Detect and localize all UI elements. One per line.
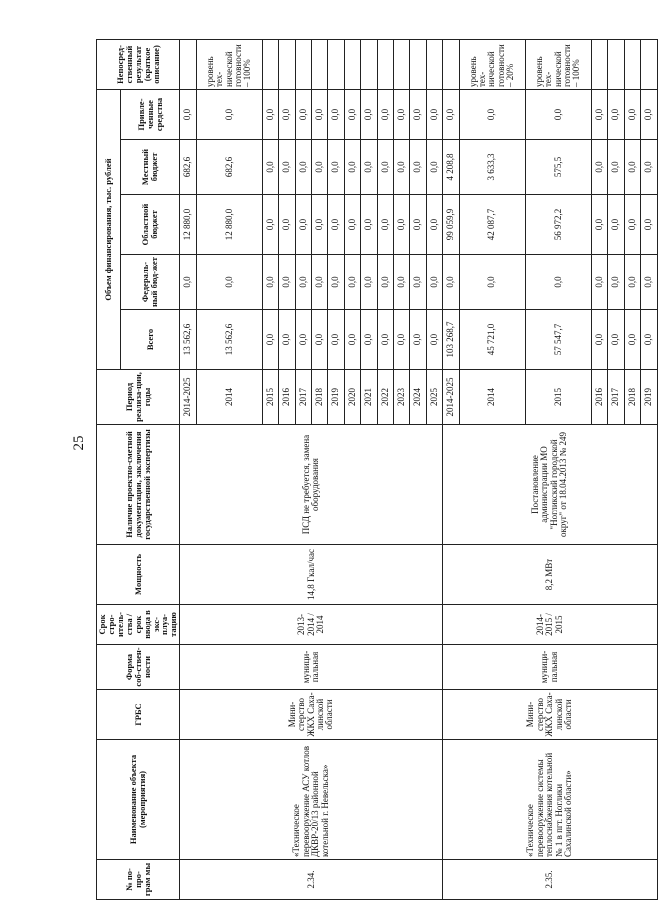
cell-period: 2023 (393, 370, 409, 425)
header-federal: Федераль-ный бюд-жет (120, 255, 179, 310)
page-number: 25 (71, 435, 87, 451)
cell-attracted: 0,0 (641, 90, 658, 140)
cell-local: 575,5 (525, 140, 591, 195)
table-row (443, 40, 459, 900)
cell-result: уровень тех-нической готовности – 100% (525, 40, 591, 90)
project-capacity: 8,2 МВт (443, 545, 657, 605)
project-ownership: муници-пальная (443, 645, 657, 690)
cell-regional: 0,0 (328, 195, 344, 255)
cell-period: 2014-2025 (180, 370, 196, 425)
cell-attracted: 0,0 (295, 90, 311, 140)
cell-attracted: 0,0 (344, 90, 360, 140)
cell-regional: 0,0 (608, 195, 624, 255)
cell-federal: 0,0 (344, 255, 360, 310)
cell-attracted: 0,0 (608, 90, 624, 140)
cell-total: 0,0 (344, 310, 360, 370)
cell-result: уровень тех-нической готовности – 20% (459, 40, 525, 90)
cell-period: 2024 (410, 370, 426, 425)
cell-result (312, 40, 328, 90)
cell-regional: 0,0 (393, 195, 409, 255)
cell-regional: 0,0 (361, 195, 377, 255)
header-local: Местный бюджет (120, 140, 179, 195)
project-grbs: Мини-стерство ЖКХ Саха-линской области (443, 690, 657, 740)
cell-attracted: 0,0 (377, 90, 393, 140)
cell-result (377, 40, 393, 90)
header-attracted: Привле-ченные средства (120, 90, 179, 140)
cell-result: уровень тех-нической готовности – 100% (196, 40, 262, 90)
cell-regional: 0,0 (410, 195, 426, 255)
cell-local: 0,0 (295, 140, 311, 195)
cell-regional: 0,0 (312, 195, 328, 255)
cell-period: 2014 (459, 370, 525, 425)
header-ownership: Форма соб-ствен-ности (97, 645, 180, 690)
cell-federal: 0,0 (608, 255, 624, 310)
cell-attracted: 0,0 (410, 90, 426, 140)
cell-result (624, 40, 640, 90)
cell-attracted: 0,0 (196, 90, 262, 140)
cell-federal: 0,0 (525, 255, 591, 310)
cell-regional: 12 880,0 (196, 195, 262, 255)
cell-total: 0,0 (328, 310, 344, 370)
cell-attracted: 0,0 (426, 90, 442, 140)
cell-regional: 0,0 (426, 195, 442, 255)
cell-regional: 0,0 (624, 195, 640, 255)
cell-attracted: 0,0 (443, 90, 459, 140)
header-total: Всего (120, 310, 179, 370)
cell-federal: 0,0 (410, 255, 426, 310)
cell-attracted: 0,0 (328, 90, 344, 140)
project-docs: Постановление администрации МО "Ногликский городской округ" от 18.04.2013 № 249 (443, 425, 657, 545)
header-term: Срок стро-итель-ства / срок ввода в экс-плуа-тацию (97, 605, 180, 645)
cell-local: 0,0 (312, 140, 328, 195)
cell-regional: 0,0 (377, 195, 393, 255)
header-name: Наименование объекта (мероприятия) (97, 740, 180, 860)
cell-result (393, 40, 409, 90)
cell-result (328, 40, 344, 90)
project-name: «Техническое перевооружение АСУ котлов ДКВР-20/13 районной котельной г. Невельска» (180, 740, 443, 860)
cell-federal: 0,0 (641, 255, 658, 310)
cell-period: 2025 (426, 370, 442, 425)
cell-result (608, 40, 624, 90)
cell-regional: 12 880,0 (180, 195, 196, 255)
cell-total: 103 268,7 (443, 310, 459, 370)
cell-result (180, 40, 196, 90)
cell-attracted: 0,0 (459, 90, 525, 140)
cell-attracted: 0,0 (393, 90, 409, 140)
cell-result (295, 40, 311, 90)
cell-attracted: 0,0 (525, 90, 591, 140)
funding-table (96, 39, 658, 900)
cell-federal: 0,0 (443, 255, 459, 310)
cell-attracted: 0,0 (262, 90, 278, 140)
cell-local: 0,0 (410, 140, 426, 195)
cell-period: 2016 (279, 370, 295, 425)
table-row (180, 40, 196, 900)
project-ownership: муници-пальная (180, 645, 443, 690)
cell-total: 0,0 (426, 310, 442, 370)
cell-federal: 0,0 (377, 255, 393, 310)
cell-regional: 56 972,2 (525, 195, 591, 255)
cell-period: 2018 (312, 370, 328, 425)
cell-total: 0,0 (624, 310, 640, 370)
cell-local: 0,0 (361, 140, 377, 195)
header-capacity: Мощность (97, 545, 180, 605)
cell-attracted: 0,0 (624, 90, 640, 140)
cell-period: 2014-2025 (443, 370, 459, 425)
cell-total: 13 562,6 (196, 310, 262, 370)
cell-regional: 0,0 (262, 195, 278, 255)
header-regional: Областной бюджет (120, 195, 179, 255)
cell-period: 2016 (591, 370, 607, 425)
cell-result (279, 40, 295, 90)
cell-period: 2022 (377, 370, 393, 425)
cell-local: 0,0 (344, 140, 360, 195)
cell-attracted: 0,0 (312, 90, 328, 140)
cell-attracted: 0,0 (180, 90, 196, 140)
cell-local: 0,0 (262, 140, 278, 195)
cell-period: 2017 (295, 370, 311, 425)
cell-result (344, 40, 360, 90)
cell-total: 45 721,0 (459, 310, 525, 370)
cell-period: 2015 (525, 370, 591, 425)
cell-period: 2020 (344, 370, 360, 425)
cell-total: 0,0 (608, 310, 624, 370)
cell-regional: 0,0 (279, 195, 295, 255)
cell-local: 682,6 (196, 140, 262, 195)
cell-result (426, 40, 442, 90)
cell-result (361, 40, 377, 90)
cell-federal: 0,0 (328, 255, 344, 310)
cell-local: 4 208,8 (443, 140, 459, 195)
cell-result (410, 40, 426, 90)
cell-period: 2021 (361, 370, 377, 425)
project-number: 2.34. (180, 860, 443, 900)
cell-regional: 0,0 (344, 195, 360, 255)
cell-local: 3 633,3 (459, 140, 525, 195)
cell-period: 2017 (608, 370, 624, 425)
cell-result (443, 40, 459, 90)
cell-federal: 0,0 (196, 255, 262, 310)
cell-total: 0,0 (262, 310, 278, 370)
cell-period: 2014 (196, 370, 262, 425)
cell-total: 0,0 (393, 310, 409, 370)
cell-result (591, 40, 607, 90)
cell-attracted: 0,0 (591, 90, 607, 140)
cell-regional: 42 087,7 (459, 195, 525, 255)
cell-total: 0,0 (312, 310, 328, 370)
project-grbs: Мини-стерство ЖКХ Саха-линской области (180, 690, 443, 740)
cell-total: 0,0 (361, 310, 377, 370)
header-funding: Объем финансирования, тыс. рублей (97, 90, 121, 370)
cell-result (641, 40, 658, 90)
cell-local: 0,0 (591, 140, 607, 195)
cell-federal: 0,0 (591, 255, 607, 310)
project-term: 2013-2014 / 2014 (180, 605, 443, 645)
cell-regional: 99 059,9 (443, 195, 459, 255)
cell-federal: 0,0 (459, 255, 525, 310)
cell-local: 0,0 (393, 140, 409, 195)
cell-total: 13 562,6 (180, 310, 196, 370)
header-result: Непосред-ственный результат (краткое описание) (97, 40, 180, 90)
cell-attracted: 0,0 (361, 90, 377, 140)
project-docs: ПСД не требуется, замена оборудования (180, 425, 443, 545)
cell-total: 0,0 (279, 310, 295, 370)
cell-local: 0,0 (279, 140, 295, 195)
cell-attracted: 0,0 (279, 90, 295, 140)
cell-regional: 0,0 (641, 195, 658, 255)
cell-federal: 0,0 (279, 255, 295, 310)
cell-total: 0,0 (591, 310, 607, 370)
cell-local: 0,0 (328, 140, 344, 195)
cell-local: 0,0 (377, 140, 393, 195)
header-docs: Наличие проектно-сметной документации, заключения государственной экспертизы (97, 425, 180, 545)
table-body (180, 40, 657, 900)
cell-total: 0,0 (410, 310, 426, 370)
cell-federal: 0,0 (295, 255, 311, 310)
cell-federal: 0,0 (180, 255, 196, 310)
cell-local: 0,0 (641, 140, 658, 195)
project-term: 2014-2015 / 2015 (443, 605, 657, 645)
project-capacity: 14,8 Гкал/час (180, 545, 443, 605)
project-number: 2.35. (443, 860, 657, 900)
header-period: Период реализа-ции, годы (97, 370, 180, 425)
cell-local: 0,0 (426, 140, 442, 195)
cell-total: 0,0 (641, 310, 658, 370)
cell-federal: 0,0 (361, 255, 377, 310)
cell-federal: 0,0 (393, 255, 409, 310)
cell-regional: 0,0 (295, 195, 311, 255)
header-grbs: ГРБС (97, 690, 180, 740)
rotated-table-container (96, 40, 654, 900)
cell-local: 682,6 (180, 140, 196, 195)
header-num: № по-про-грам мы (97, 860, 180, 900)
cell-period: 2019 (328, 370, 344, 425)
cell-federal: 0,0 (426, 255, 442, 310)
cell-federal: 0,0 (312, 255, 328, 310)
cell-federal: 0,0 (624, 255, 640, 310)
cell-total: 57 547,7 (525, 310, 591, 370)
cell-result (262, 40, 278, 90)
cell-local: 0,0 (624, 140, 640, 195)
cell-total: 0,0 (377, 310, 393, 370)
project-name: «Техническое перевооружение системы теплоснабжения котельной № 1 в пгт. Ноглики Сахалинской области» (443, 740, 657, 860)
cell-local: 0,0 (608, 140, 624, 195)
cell-period: 2019 (641, 370, 658, 425)
cell-federal: 0,0 (262, 255, 278, 310)
cell-period: 2015 (262, 370, 278, 425)
cell-total: 0,0 (295, 310, 311, 370)
cell-period: 2018 (624, 370, 640, 425)
cell-regional: 0,0 (591, 195, 607, 255)
